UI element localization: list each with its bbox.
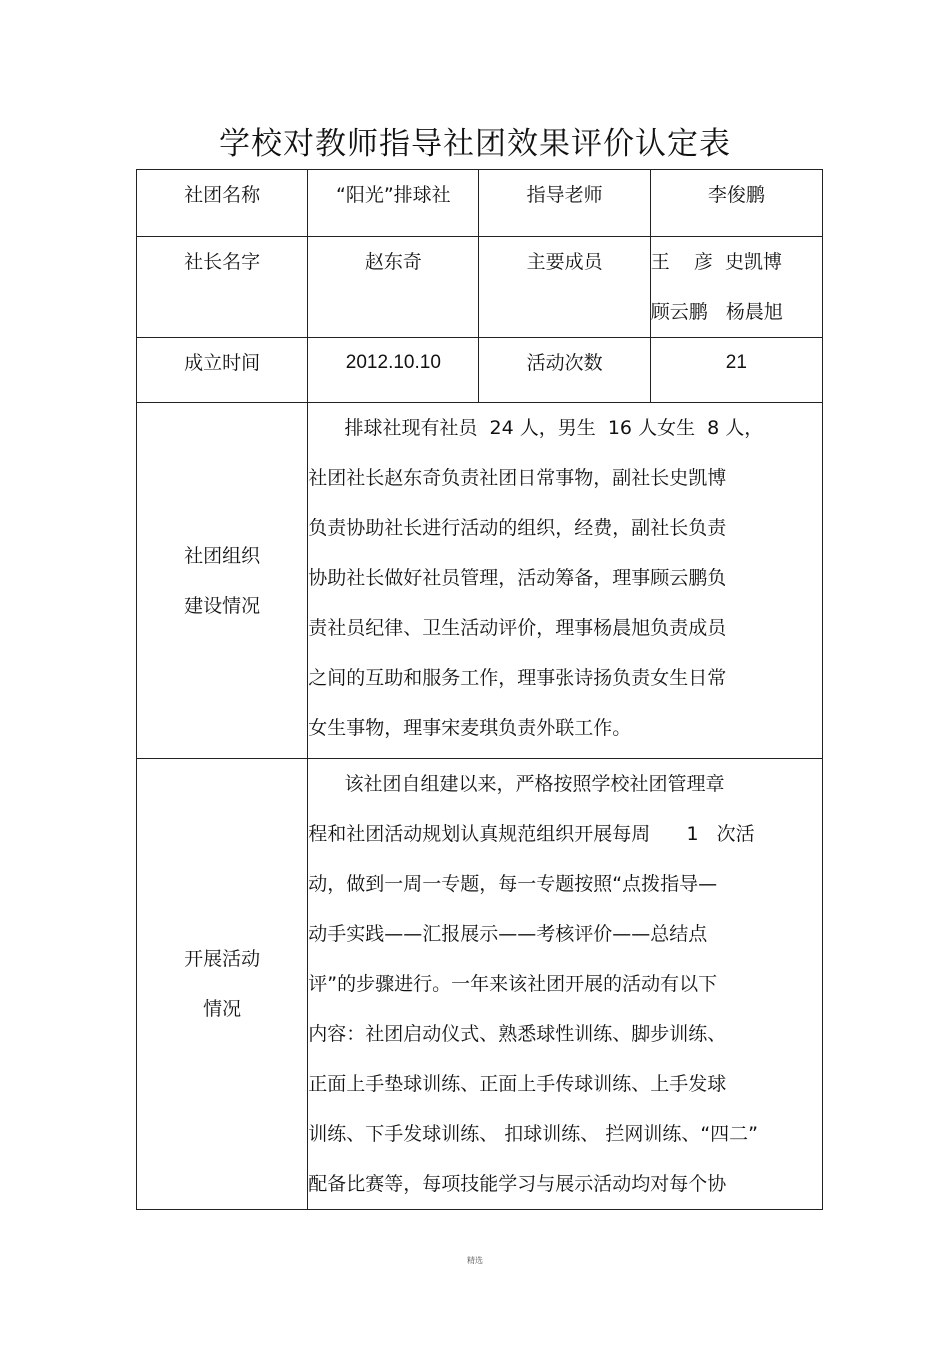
president-label: 社长名字	[137, 237, 308, 338]
table-row	[137, 338, 823, 403]
members-value	[650, 237, 822, 338]
club-name-value: “阳光”排球社	[308, 170, 479, 237]
paragraph-line: 协助社长做好社员管理，活动筹备，理事顾云鹏负	[308, 567, 727, 589]
paragraph-line: 该社团自组建以来，严格按照学校社团管理章	[308, 773, 725, 795]
members-line: 王 彦 史凯博	[650, 251, 782, 273]
paragraph-line: 动，做到一周一专题，每一专题按照“点拨指导—	[308, 873, 718, 895]
paragraph-line: 社团社长赵东奇负责社团日常事物，副社长史凯博	[308, 467, 727, 489]
founded-label: 成立时间	[137, 338, 308, 403]
activities-description	[308, 759, 823, 1210]
activities-label-line: 开展活动	[184, 948, 261, 970]
paragraph-line: 女生事物，理事宋麦琪负责外联工作。	[308, 717, 632, 739]
paragraph-line: 动手实践——汇报展示——考核评价——总结点	[308, 923, 708, 945]
advisor-label: 指导老师	[479, 170, 650, 237]
advisor-value: 李俊鹏	[650, 170, 822, 237]
paragraph-line: 程和社团活动规划认真规范组织开展每周 1 次活	[308, 823, 755, 845]
activities-label-line: 情况	[203, 998, 242, 1020]
organization-label-line: 社团组织	[184, 544, 261, 567]
paragraph-line: 训练、下手发球训练、 扣球训练、 拦网训练、“四二”	[308, 1123, 759, 1145]
paragraph-line: 内容：社团启动仪式、熟悉球性训练、脚步训练、	[308, 1023, 727, 1045]
organization-description	[308, 403, 823, 759]
president-value: 赵东奇	[308, 237, 479, 338]
members-line: 顾云鹏 杨晨旭	[650, 301, 783, 323]
paragraph-line: 负责协助社长进行活动的组织，经费，副社长负责	[308, 517, 727, 539]
members-label: 主要成员	[479, 237, 650, 338]
activities-label	[137, 759, 308, 1210]
club-name-label: 社团名称	[137, 170, 308, 237]
paragraph-line: 之间的互助和服务工作，理事张诗扬负责女生日常	[308, 667, 727, 689]
page-title: 学校对教师指导社团效果评价认定表	[219, 126, 731, 162]
founded-value: 2012.10.10	[308, 338, 479, 403]
table-row	[137, 759, 823, 1210]
paragraph-line: 排球社现有社员 24 人，男生 16 人女生 8 人，	[308, 417, 764, 439]
table-row	[137, 170, 823, 237]
paragraph-line: 评”的步骤进行。一年来该社团开展的活动有以下	[308, 973, 718, 995]
organization-label	[137, 403, 308, 759]
table-row	[137, 237, 823, 338]
footer-mark: 精选	[467, 1256, 483, 1265]
paragraph-line: 配备比赛等，每项技能学习与展示活动均对每个协	[308, 1173, 727, 1195]
table-row	[137, 403, 823, 759]
activity-count-value: 21	[650, 338, 822, 403]
paragraph-line: 责社员纪律、卫生活动评价，理事杨晨旭负责成员	[308, 617, 727, 639]
evaluation-form-table	[136, 169, 823, 1210]
activity-count-label: 活动次数	[479, 338, 650, 403]
paragraph-line: 正面上手垫球训练、正面上手传球训练、上手发球	[308, 1073, 727, 1095]
organization-label-line: 建设情况	[184, 594, 261, 617]
